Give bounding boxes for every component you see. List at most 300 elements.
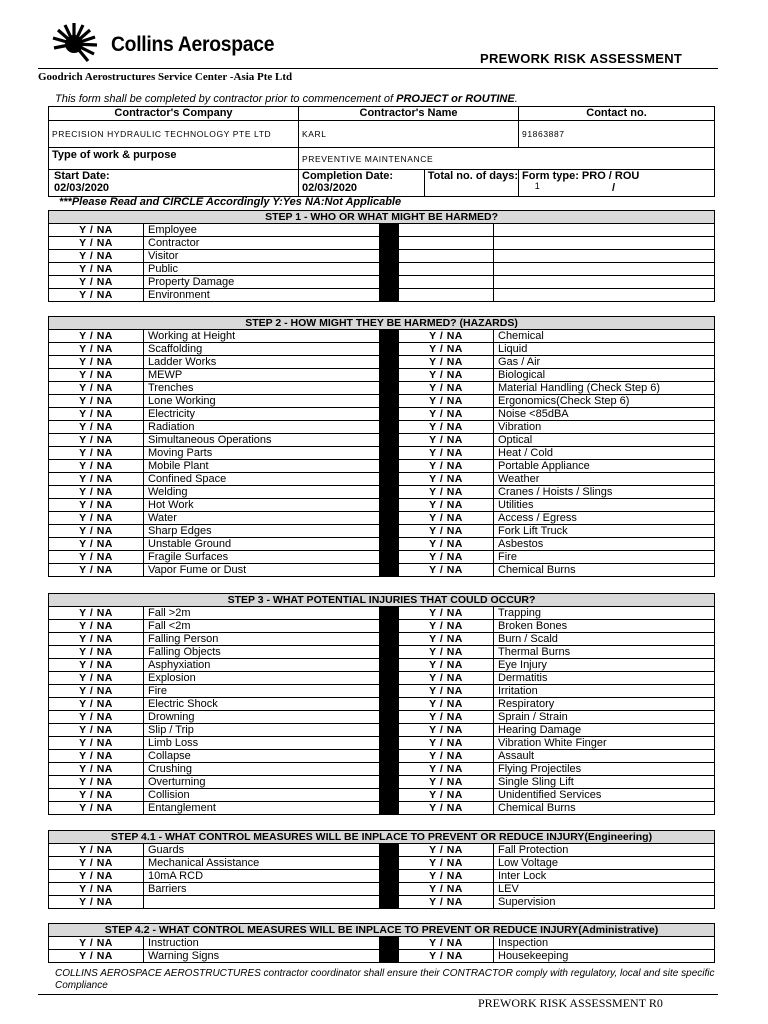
- company-line: Goodrich Aerostructures Service Center -Asia Pte Ltd: [38, 71, 293, 83]
- yn-choice[interactable]: Y / NA: [49, 486, 144, 499]
- yn-choice[interactable]: Y / NA: [399, 685, 494, 698]
- divider-bar: [380, 330, 399, 343]
- yn-choice[interactable]: Y / NA: [49, 802, 144, 815]
- hazard-label: Property Damage: [144, 276, 380, 289]
- divider-bar: [380, 486, 399, 499]
- hazard-label: Asphyxiation: [144, 659, 380, 672]
- divider-bar: [380, 724, 399, 737]
- empty-cell: [399, 263, 494, 276]
- yn-choice[interactable]: Y / NA: [399, 698, 494, 711]
- yn-choice[interactable]: Y / NA: [399, 672, 494, 685]
- hazard-label: Fall <2m: [144, 620, 380, 633]
- work-purpose-value[interactable]: PREVENTIVE MAINTENANCE: [299, 148, 715, 170]
- yn-choice[interactable]: Y / NA: [399, 776, 494, 789]
- table-row: [49, 512, 715, 525]
- hazard-label: Moving Parts: [144, 447, 380, 460]
- divider-bar: [380, 672, 399, 685]
- yn-choice[interactable]: Y / NA: [49, 659, 144, 672]
- yn-choice[interactable]: Y / NA: [49, 343, 144, 356]
- empty-cell: [494, 237, 715, 250]
- hazard-label: Electricity: [144, 408, 380, 421]
- step3-title: STEP 3 - WHAT POTENTIAL INJURIES THAT COULD OCCUR?: [49, 594, 715, 607]
- divider-bar: [380, 473, 399, 486]
- yn-choice[interactable]: Y / NA: [49, 237, 144, 250]
- divider-bar: [380, 698, 399, 711]
- start-date-label: Start Date:: [54, 170, 110, 182]
- hazard-label: Liquid: [494, 343, 715, 356]
- hazard-label: Mobile Plant: [144, 460, 380, 473]
- hazard-label: Chemical Burns: [494, 564, 715, 577]
- yn-choice[interactable]: Y / NA: [49, 330, 144, 343]
- hazard-label: Falling Objects: [144, 646, 380, 659]
- hazard-label: Ergonomics(Check Step 6): [494, 395, 715, 408]
- hazard-label: Working at Height: [144, 330, 380, 343]
- divider-bar: [380, 685, 399, 698]
- divider-bar: [380, 434, 399, 447]
- table-row: [49, 343, 715, 356]
- hazard-label: Fragile Surfaces: [144, 551, 380, 564]
- table-row: [49, 763, 715, 776]
- hazard-label: Employee: [144, 224, 380, 237]
- empty-cell: [399, 250, 494, 263]
- table-row: [49, 460, 715, 473]
- table-row: [49, 750, 715, 763]
- contractor-info-table: [48, 106, 715, 197]
- col-header-name: Contractor's Name: [299, 107, 519, 121]
- yn-choice[interactable]: Y / NA: [49, 937, 144, 950]
- hazard-label: Gas / Air: [494, 356, 715, 369]
- divider-bar: [380, 711, 399, 724]
- divider-bar: [380, 937, 399, 950]
- yn-choice[interactable]: Y / NA: [399, 950, 494, 963]
- step1-section: [48, 210, 715, 302]
- yn-choice[interactable]: Y / NA: [49, 883, 144, 896]
- hazard-label: Noise <85dBA: [494, 408, 715, 421]
- hazard-label: Vibration White Finger: [494, 737, 715, 750]
- yn-choice[interactable]: Y / NA: [399, 646, 494, 659]
- hazard-label: Barriers: [144, 883, 380, 896]
- form-type-label: Form type: PRO / ROU: [522, 170, 640, 182]
- hazard-label: Overturning: [144, 776, 380, 789]
- hazard-label: Biological: [494, 369, 715, 382]
- yn-choice[interactable]: Y / NA: [399, 538, 494, 551]
- empty-cell: [494, 250, 715, 263]
- step1-table: [48, 210, 715, 302]
- table-row: [49, 356, 715, 369]
- hazard-label: Unidentified Services: [494, 789, 715, 802]
- yn-choice[interactable]: Y / NA: [399, 421, 494, 434]
- yn-choice[interactable]: Y / NA: [49, 685, 144, 698]
- table-row: [49, 263, 715, 276]
- table-row: [49, 330, 715, 343]
- step41-title: STEP 4.1 - WHAT CONTROL MEASURES WILL BE INPLACE TO PREVENT OR REDUCE INJURY(Engineering): [49, 831, 715, 844]
- hazard-label: Housekeeping: [494, 950, 715, 963]
- yn-choice[interactable]: Y / NA: [49, 395, 144, 408]
- yn-choice[interactable]: Y / NA: [49, 408, 144, 421]
- yn-choice[interactable]: Y / NA: [49, 356, 144, 369]
- hazard-label: Ladder Works: [144, 356, 380, 369]
- yn-choice[interactable]: Y / NA: [49, 620, 144, 633]
- divider-bar: [380, 659, 399, 672]
- yn-choice[interactable]: Y / NA: [399, 750, 494, 763]
- divider-bar: [380, 620, 399, 633]
- yn-choice[interactable]: Y / NA: [399, 896, 494, 909]
- hazard-label: Confined Space: [144, 473, 380, 486]
- hazard-label: Warning Signs: [144, 950, 380, 963]
- divider-bar: [380, 950, 399, 963]
- yn-choice[interactable]: Y / NA: [399, 382, 494, 395]
- yn-choice[interactable]: Y / NA: [49, 711, 144, 724]
- yn-choice[interactable]: Y / NA: [49, 896, 144, 909]
- divider-bar: [380, 421, 399, 434]
- hazard-label: Trapping: [494, 607, 715, 620]
- table-row: [49, 724, 715, 737]
- table-row: [49, 883, 715, 896]
- empty-cell: [399, 224, 494, 237]
- divider-bar: [380, 395, 399, 408]
- yn-choice[interactable]: Y / NA: [49, 369, 144, 382]
- yn-choice[interactable]: Y / NA: [399, 447, 494, 460]
- start-date-cell[interactable]: [49, 170, 299, 197]
- hazard-label: 10mA RCD: [144, 870, 380, 883]
- hazard-label: Welding: [144, 486, 380, 499]
- empty-cell: [399, 276, 494, 289]
- hazard-label: Chemical Burns: [494, 802, 715, 815]
- yn-choice[interactable]: Y / NA: [399, 857, 494, 870]
- hazard-label: [144, 896, 380, 909]
- table-row: [49, 789, 715, 802]
- yn-choice[interactable]: Y / NA: [399, 330, 494, 343]
- divider-bar: [380, 844, 399, 857]
- hazard-label: Low Voltage: [494, 857, 715, 870]
- yn-choice[interactable]: Y / NA: [49, 263, 144, 276]
- table-row: [49, 896, 715, 909]
- completion-date-label: Completion Date:: [302, 170, 394, 182]
- yn-choice[interactable]: Y / NA: [399, 369, 494, 382]
- hazard-label: Entanglement: [144, 802, 380, 815]
- table-row: [49, 857, 715, 870]
- brand-name: Collins Aerospace: [111, 33, 275, 56]
- divider-bar: [380, 763, 399, 776]
- hazard-label: Electric Shock: [144, 698, 380, 711]
- divider-bar: [380, 499, 399, 512]
- yn-choice[interactable]: Y / NA: [399, 408, 494, 421]
- hazard-label: Access / Egress: [494, 512, 715, 525]
- table-row: [49, 685, 715, 698]
- yn-choice[interactable]: Y / NA: [49, 950, 144, 963]
- table-row: [49, 276, 715, 289]
- yn-choice[interactable]: Y / NA: [399, 512, 494, 525]
- table-row: [49, 237, 715, 250]
- hazard-label: Respiratory: [494, 698, 715, 711]
- divider-bar: [380, 356, 399, 369]
- yn-choice[interactable]: Y / NA: [399, 395, 494, 408]
- hazard-label: Cranes / Hoists / Slings: [494, 486, 715, 499]
- hazard-label: Falling Person: [144, 633, 380, 646]
- hazard-label: Eye Injury: [494, 659, 715, 672]
- step42-title: STEP 4.2 - WHAT CONTROL MEASURES WILL BE INPLACE TO PREVENT OR REDUCE INJURY(Administrative): [49, 924, 715, 937]
- table-row: [49, 672, 715, 685]
- divider-bar: [380, 289, 399, 302]
- hazard-label: Drowning: [144, 711, 380, 724]
- divider-bar: [380, 224, 399, 237]
- hazard-label: Material Handling (Check Step 6): [494, 382, 715, 395]
- divider-bar: [380, 883, 399, 896]
- hazard-label: Dermatitis: [494, 672, 715, 685]
- hazard-label: MEWP: [144, 369, 380, 382]
- yn-choice[interactable]: Y / NA: [399, 633, 494, 646]
- hazard-label: Visitor: [144, 250, 380, 263]
- step42-table: [48, 923, 715, 963]
- table-row: [49, 395, 715, 408]
- step2-title: STEP 2 - HOW MIGHT THEY BE HARMED? (HAZARDS): [49, 317, 715, 330]
- yn-choice[interactable]: Y / NA: [399, 486, 494, 499]
- yn-choice[interactable]: Y / NA: [399, 356, 494, 369]
- hazard-label: Collapse: [144, 750, 380, 763]
- yn-choice[interactable]: Y / NA: [49, 564, 144, 577]
- divider-bar: [380, 538, 399, 551]
- table-row: [49, 421, 715, 434]
- hazard-label: Assault: [494, 750, 715, 763]
- hazard-label: Vapor Fume or Dust: [144, 564, 380, 577]
- yn-choice[interactable]: Y / NA: [49, 473, 144, 486]
- col-header-company: Contractor's Company: [49, 107, 299, 121]
- table-row: [49, 870, 715, 883]
- table-row: [49, 711, 715, 724]
- yn-choice[interactable]: Y / NA: [399, 434, 494, 447]
- hazard-label: LEV: [494, 883, 715, 896]
- hazard-label: Burn / Scald: [494, 633, 715, 646]
- hazard-label: Collision: [144, 789, 380, 802]
- hazard-label: Inter Lock: [494, 870, 715, 883]
- hazard-label: Heat / Cold: [494, 447, 715, 460]
- footer-rule: [38, 994, 718, 995]
- divider-bar: [380, 789, 399, 802]
- yn-choice[interactable]: Y / NA: [49, 289, 144, 302]
- hazard-label: Hot Work: [144, 499, 380, 512]
- yn-choice[interactable]: Y / NA: [49, 499, 144, 512]
- table-row: [49, 289, 715, 302]
- yn-choice[interactable]: Y / NA: [49, 224, 144, 237]
- hazard-label: Broken Bones: [494, 620, 715, 633]
- hazard-label: Radiation: [144, 421, 380, 434]
- form-type-cell[interactable]: [519, 170, 715, 197]
- table-row: [49, 737, 715, 750]
- divider-bar: [380, 896, 399, 909]
- step2-table: [48, 316, 715, 577]
- intro-text: [55, 93, 518, 105]
- yn-choice[interactable]: Y / NA: [399, 460, 494, 473]
- yn-choice[interactable]: Y / NA: [49, 434, 144, 447]
- hazard-label: Mechanical Assistance: [144, 857, 380, 870]
- divider-bar: [380, 633, 399, 646]
- empty-cell: [494, 224, 715, 237]
- divider-bar: [380, 408, 399, 421]
- table-row: [49, 564, 715, 577]
- yn-choice[interactable]: Y / NA: [399, 607, 494, 620]
- table-row: [49, 473, 715, 486]
- table-row: [49, 538, 715, 551]
- hazard-label: Fall Protection: [494, 844, 715, 857]
- hazard-label: Instruction: [144, 937, 380, 950]
- table-row: [49, 408, 715, 421]
- hazard-label: Guards: [144, 844, 380, 857]
- hazard-label: Flying Projectiles: [494, 763, 715, 776]
- yn-choice[interactable]: Y / NA: [49, 512, 144, 525]
- empty-cell: [399, 237, 494, 250]
- divider-bar: [380, 512, 399, 525]
- yn-choice[interactable]: Y / NA: [49, 607, 144, 620]
- divider-bar: [380, 369, 399, 382]
- hazard-label: Explosion: [144, 672, 380, 685]
- step2-section: [48, 316, 715, 577]
- divider-bar: [380, 460, 399, 473]
- yn-choice[interactable]: Y / NA: [399, 620, 494, 633]
- yn-choice[interactable]: Y / NA: [49, 276, 144, 289]
- yn-choice[interactable]: Y / NA: [399, 564, 494, 577]
- date-days-cell: [299, 170, 540, 197]
- yn-choice[interactable]: Y / NA: [399, 870, 494, 883]
- yn-choice[interactable]: Y / NA: [49, 382, 144, 395]
- empty-cell: [494, 276, 715, 289]
- step1-title: STEP 1 - WHO OR WHAT MIGHT BE HARMED?: [49, 211, 715, 224]
- yn-choice[interactable]: Y / NA: [49, 789, 144, 802]
- yn-choice[interactable]: Y / NA: [49, 421, 144, 434]
- yn-choice[interactable]: Y / NA: [49, 763, 144, 776]
- hazard-label: Portable Appliance: [494, 460, 715, 473]
- hazard-label: Scaffolding: [144, 343, 380, 356]
- empty-cell: [494, 263, 715, 276]
- divider-bar: [380, 250, 399, 263]
- table-row: [49, 499, 715, 512]
- yn-choice[interactable]: Y / NA: [49, 737, 144, 750]
- table-row: [49, 844, 715, 857]
- table-row: [49, 802, 715, 815]
- divider-bar: [380, 564, 399, 577]
- hazard-label: Fork Lift Truck: [494, 525, 715, 538]
- yn-choice[interactable]: Y / NA: [399, 937, 494, 950]
- divider-bar: [380, 870, 399, 883]
- intro-suffix: .: [514, 93, 518, 105]
- table-row: [49, 447, 715, 460]
- circle-instruction: ***Please Read and CIRCLE Accordingly Y:Yes NA:Not Applicable: [59, 196, 402, 208]
- yn-choice[interactable]: Y / NA: [399, 737, 494, 750]
- intro-prefix: This form shall be completed by contractor prior to commencement of: [55, 93, 397, 105]
- divider-bar: [380, 750, 399, 763]
- step3-section: [48, 593, 715, 815]
- step3-table: [48, 593, 715, 815]
- yn-choice[interactable]: Y / NA: [49, 844, 144, 857]
- completion-date-cell[interactable]: [299, 170, 425, 196]
- yn-choice[interactable]: Y / NA: [49, 525, 144, 538]
- yn-choice[interactable]: Y / NA: [399, 802, 494, 815]
- hazard-label: Single Sling Lift: [494, 776, 715, 789]
- yn-choice[interactable]: Y / NA: [49, 672, 144, 685]
- hazard-label: Fall >2m: [144, 607, 380, 620]
- yn-choice[interactable]: Y / NA: [49, 698, 144, 711]
- total-days-cell[interactable]: [425, 170, 540, 196]
- yn-choice[interactable]: Y / NA: [399, 883, 494, 896]
- divider-bar: [380, 776, 399, 789]
- hazard-label: Fire: [144, 685, 380, 698]
- work-purpose-label: [49, 148, 299, 170]
- hazard-label: Contractor: [144, 237, 380, 250]
- divider-bar: [380, 276, 399, 289]
- document-title: PREWORK RISK ASSESSMENT: [480, 51, 683, 66]
- company-value[interactable]: PRECISION HYDRAULIC TECHNOLOGY PTE LTD: [49, 121, 299, 148]
- yn-choice[interactable]: Y / NA: [399, 473, 494, 486]
- yn-choice[interactable]: Y / NA: [399, 525, 494, 538]
- hazard-label: Water: [144, 512, 380, 525]
- hazard-label: Limb Loss: [144, 737, 380, 750]
- start-date-value: 02/03/2020: [54, 182, 110, 194]
- yn-choice[interactable]: Y / NA: [399, 763, 494, 776]
- divider-bar: [380, 551, 399, 564]
- table-row: [49, 434, 715, 447]
- yn-choice[interactable]: Y / NA: [49, 857, 144, 870]
- yn-choice[interactable]: Y / NA: [399, 724, 494, 737]
- yn-choice[interactable]: Y / NA: [49, 776, 144, 789]
- yn-choice[interactable]: Y / NA: [49, 870, 144, 883]
- yn-choice[interactable]: Y / NA: [49, 724, 144, 737]
- hazard-label: Asbestos: [494, 538, 715, 551]
- yn-choice[interactable]: Y / NA: [399, 659, 494, 672]
- yn-choice[interactable]: Y / NA: [49, 538, 144, 551]
- table-row: [49, 937, 715, 950]
- divider-bar: [380, 737, 399, 750]
- yn-choice[interactable]: Y / NA: [399, 789, 494, 802]
- table-row: [49, 551, 715, 564]
- yn-choice[interactable]: Y / NA: [49, 750, 144, 763]
- table-row: [49, 646, 715, 659]
- hazard-label: Sprain / Strain: [494, 711, 715, 724]
- table-row: [49, 659, 715, 672]
- divider-bar: [380, 343, 399, 356]
- header-rule: [38, 68, 718, 69]
- yn-choice[interactable]: Y / NA: [49, 633, 144, 646]
- contact-value[interactable]: 91863887: [519, 121, 715, 148]
- table-row: [49, 776, 715, 789]
- table-row: [49, 950, 715, 963]
- yn-choice[interactable]: Y / NA: [49, 447, 144, 460]
- completion-date-value: 02/03/2020: [302, 182, 358, 194]
- yn-choice[interactable]: Y / NA: [49, 646, 144, 659]
- yn-choice[interactable]: Y / NA: [399, 844, 494, 857]
- hazard-label: Simultaneous Operations: [144, 434, 380, 447]
- name-value[interactable]: KARL: [299, 121, 519, 148]
- divider-bar: [380, 525, 399, 538]
- yn-choice[interactable]: Y / NA: [399, 551, 494, 564]
- table-row: [49, 486, 715, 499]
- divider-bar: [380, 802, 399, 815]
- hazard-label: Environment: [144, 289, 380, 302]
- yn-choice[interactable]: Y / NA: [399, 711, 494, 724]
- table-row: [49, 607, 715, 620]
- work-purpose-label-text: Type of work & purpose: [52, 149, 177, 161]
- yn-choice[interactable]: Y / NA: [399, 343, 494, 356]
- yn-choice[interactable]: Y / NA: [49, 250, 144, 263]
- hazard-label: Unstable Ground: [144, 538, 380, 551]
- table-row: [49, 369, 715, 382]
- yn-choice[interactable]: Y / NA: [399, 499, 494, 512]
- table-row: [49, 525, 715, 538]
- hazard-label: Utilities: [494, 499, 715, 512]
- yn-choice[interactable]: Y / NA: [49, 551, 144, 564]
- total-days-label: Total no. of days:: [427, 170, 519, 182]
- intro-bold: PROJECT or ROUTINE: [396, 93, 515, 105]
- yn-choice[interactable]: Y / NA: [49, 460, 144, 473]
- table-row: [49, 250, 715, 263]
